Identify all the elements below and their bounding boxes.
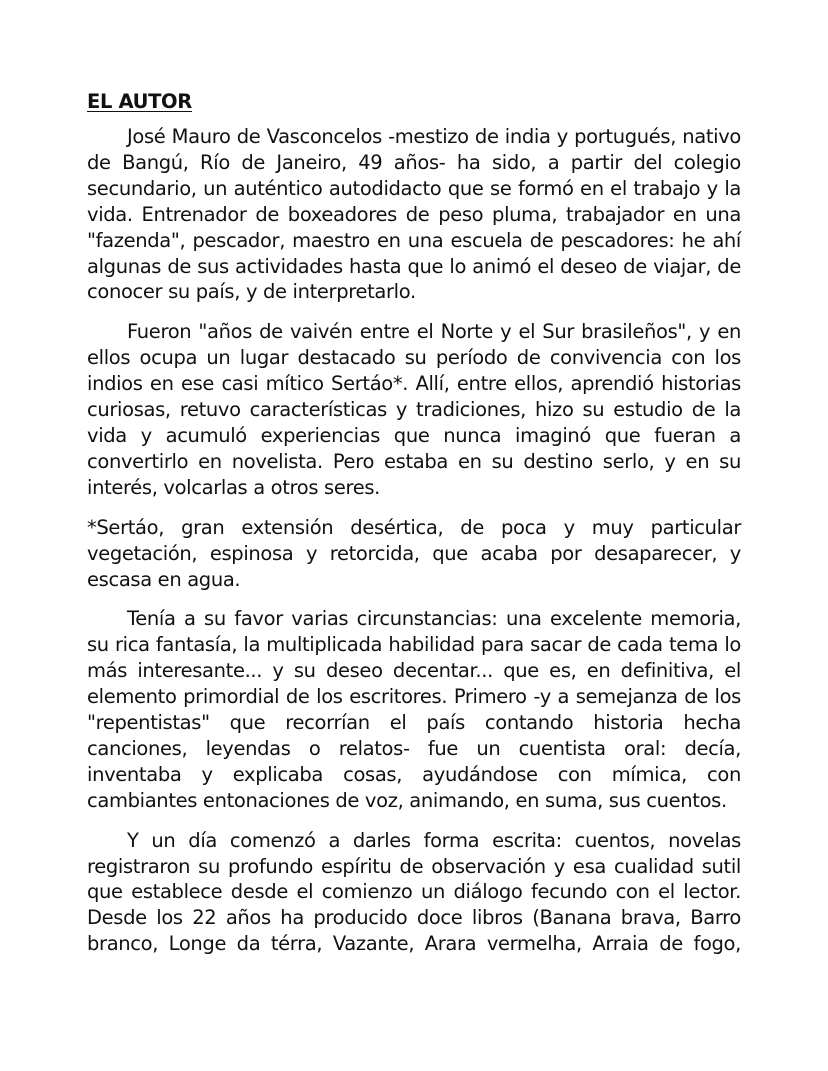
paragraph-author-bio: José Mauro de Vasconcelos -mestizo de india y portugués, nativo de Bangú, Río de Janeiro, 49 años- ha sido, a partir del colegio secundario, un auténtico autodidacto que se formó en el trabajo y la vida. Entrenador de boxeadores de peso pluma, trabajador en una "fazenda", pescador, maestro en una escuela de pescadores: he ahí algunas de sus actividades hasta que lo animó el deseo de viajar, de conocer su país, y de interpretarlo. [87,125,741,304]
paragraph-circumstances: Tenía a su favor varias circunstancias: una excelente memoria, su rica fantasía, la multiplicada habilidad para sacar de cada tema lo más interesante... y su deseo decentar... que es, en definitiva, el elemento primordial de los escritores. Primero -y a semejanza de los "repentistas" que recorrían el país contando historia hecha canciones, leyendas o relatos- fue un cuentista oral: decía, inventaba y explicaba cosas, ayudándose con mímica, con cambiantes entonaciones de voz, animando, en suma, sus cuentos. [87,607,741,812]
paragraph-written-works: Y un día comenzó a darles forma escrita: cuentos, novelas registraron su profundo espíritu de observación y esa cualidad sutil que establece desde el comienzo un diálogo fecundo con el lector. Desde los 22 años ha producido doce libros (Banana brava, Barro branco, Longe da térra, Vazante, Arara vermelha, Arraia de fogo, [87,828,741,956]
section-title: EL AUTOR [87,90,192,113]
footnote-sertao: *Sertáo, gran extensión desértica, de poca y muy particular vegetación, espinosa y retorcida, que acaba por desaparecer, y escasa en agua. [87,515,741,591]
document-page [87,88,741,957]
paragraph-travels: Fueron "años de vaivén entre el Norte y el Sur brasileños", y en ellos ocupa un lugar destacado su período de convivencia con los indios en ese casi mítico Sertáo*. Allí, entre ellos, aprendió historias curiosas, retuvo características y tradiciones, hizo su estudio de la vida y acumuló experiencias que nunca imaginó que fueran a convertirlo en novelista. Pero estaba en su destino serlo, y en su interés, volcarlas a otros seres. [87,320,741,499]
